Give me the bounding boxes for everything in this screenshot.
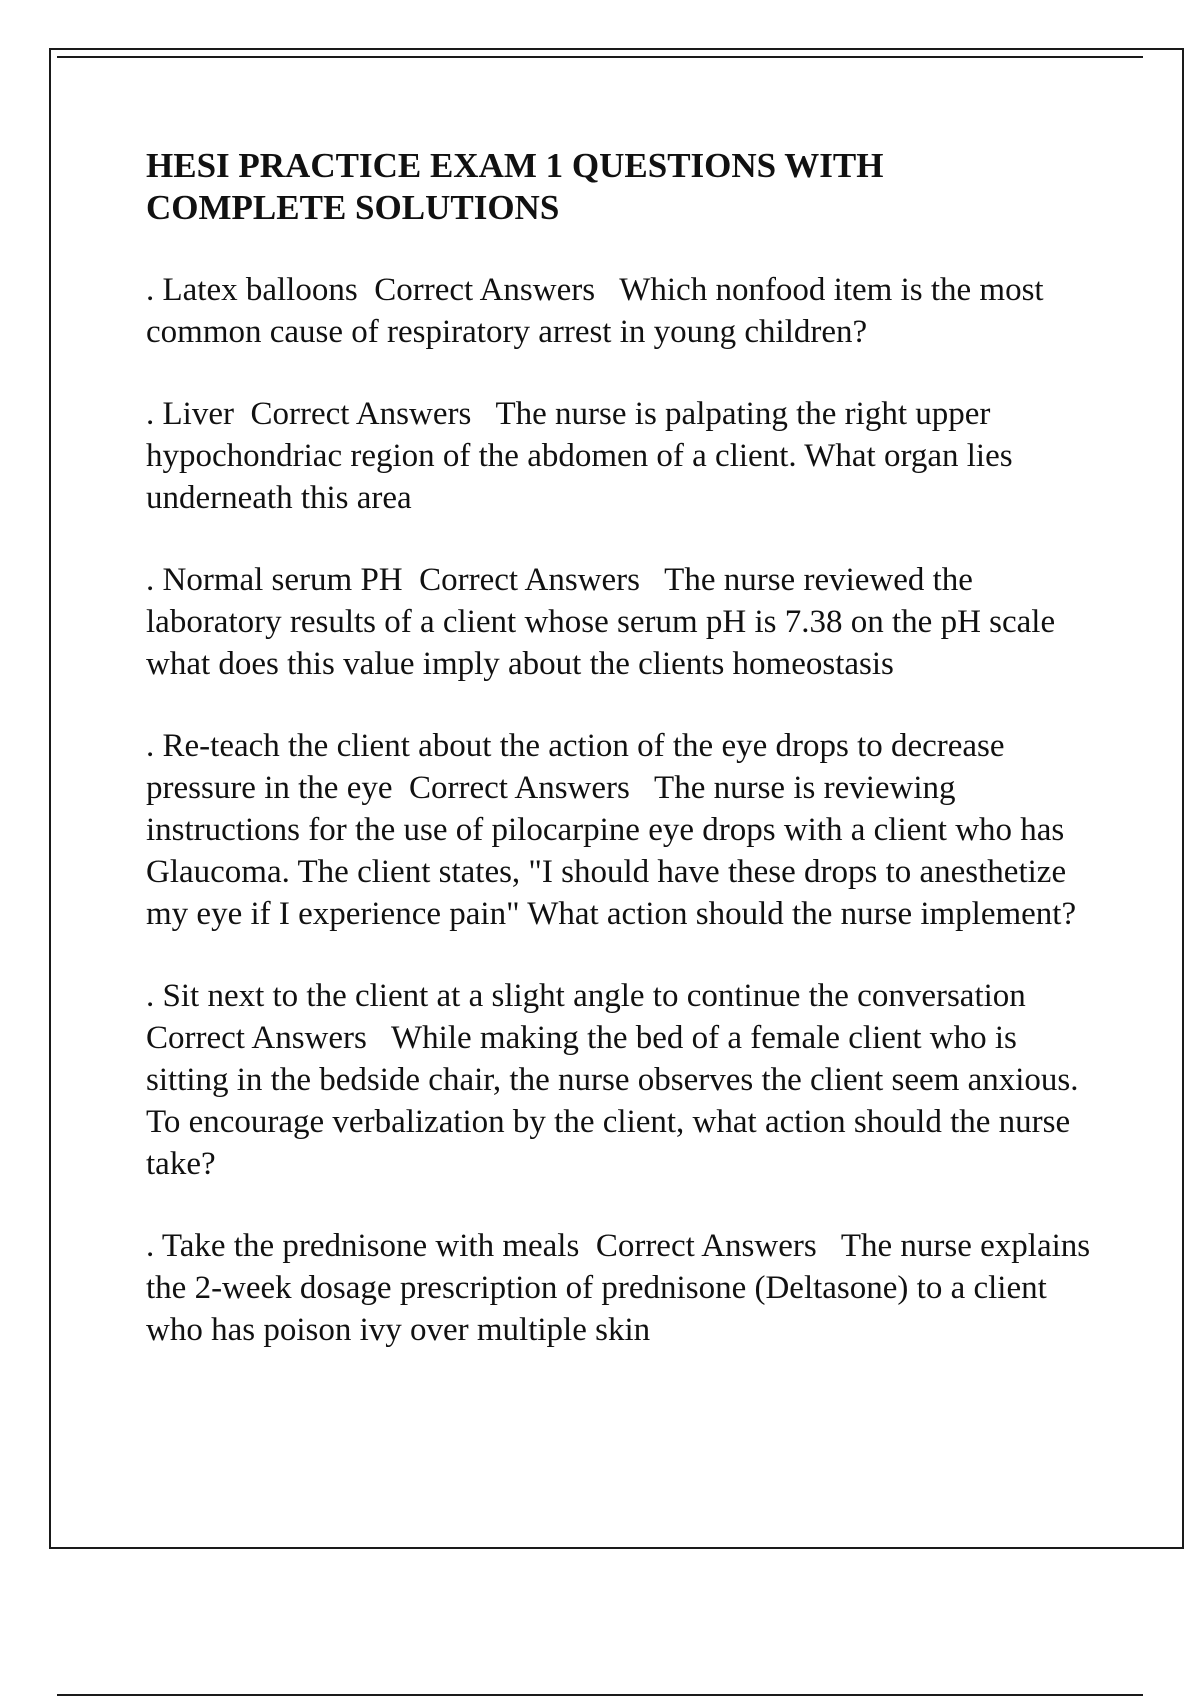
answer-text: . Normal serum PH xyxy=(146,562,403,598)
question-text: Which nonfood item is the most common cause of respiratory arrest in young children? xyxy=(146,272,1052,350)
qa-item xyxy=(146,393,1092,519)
correct-answers-label: Correct Answers xyxy=(374,272,596,308)
question-text: The nurse is reviewing instructions for the use of pilocarpine eye drops with a client who has Glaucoma. The client states, "I should have these drops to anesthetize my eye if I experience pain" What action should the nurse implement? xyxy=(146,770,1077,932)
correct-answers-label: Correct Answers xyxy=(595,1228,817,1264)
document-title: HESI PRACTICE EXAM 1 QUESTIONS WITH COMPLETE SOLUTIONS xyxy=(146,146,884,227)
question-text: The nurse is palpating the right upper hypochondriac region of the abdomen of a client. What organ lies underneath this area xyxy=(146,396,1021,516)
qa-item xyxy=(146,725,1092,935)
header-rule xyxy=(57,56,1143,58)
qa-item xyxy=(146,269,1092,353)
correct-answers-label: Correct Answers xyxy=(419,562,641,598)
correct-answers-label: Correct Answers xyxy=(146,1020,367,1056)
qa-item xyxy=(146,559,1092,685)
answer-text: . Latex balloons xyxy=(146,272,358,308)
answer-text: . Take the prednisone with meals xyxy=(146,1228,580,1264)
qa-item xyxy=(146,1225,1099,1351)
question-text: While making the bed of a female client who is sitting in the bedside chair, the nurse observes the client seem anxious. To encourage verbalization by the client, what action should the nurse take? xyxy=(146,1020,1087,1182)
correct-answers-label: Correct Answers xyxy=(250,396,472,432)
document-body xyxy=(146,145,1099,1391)
question-text: The nurse explains the 2-week dosage prescription of prednisone (Deltasone) to a client who has poison ivy over multiple skin xyxy=(146,1228,1099,1348)
answer-text: . Sit next to the client at a slight angle to continue the conversation xyxy=(146,978,1026,1014)
answer-text: . Re-teach the client about the action of the eye drops to decrease pressure in the eye xyxy=(146,728,1013,806)
footer-rule xyxy=(57,1694,1143,1696)
qa-item xyxy=(146,975,1092,1185)
question-text: The nurse reviewed the laboratory results of a client whose serum pH is 7.38 on the pH scale what does this value imply about the clients homeostasis xyxy=(146,562,1064,682)
answer-text: . Liver xyxy=(146,396,234,432)
correct-answers-label: Correct Answers xyxy=(409,770,630,806)
